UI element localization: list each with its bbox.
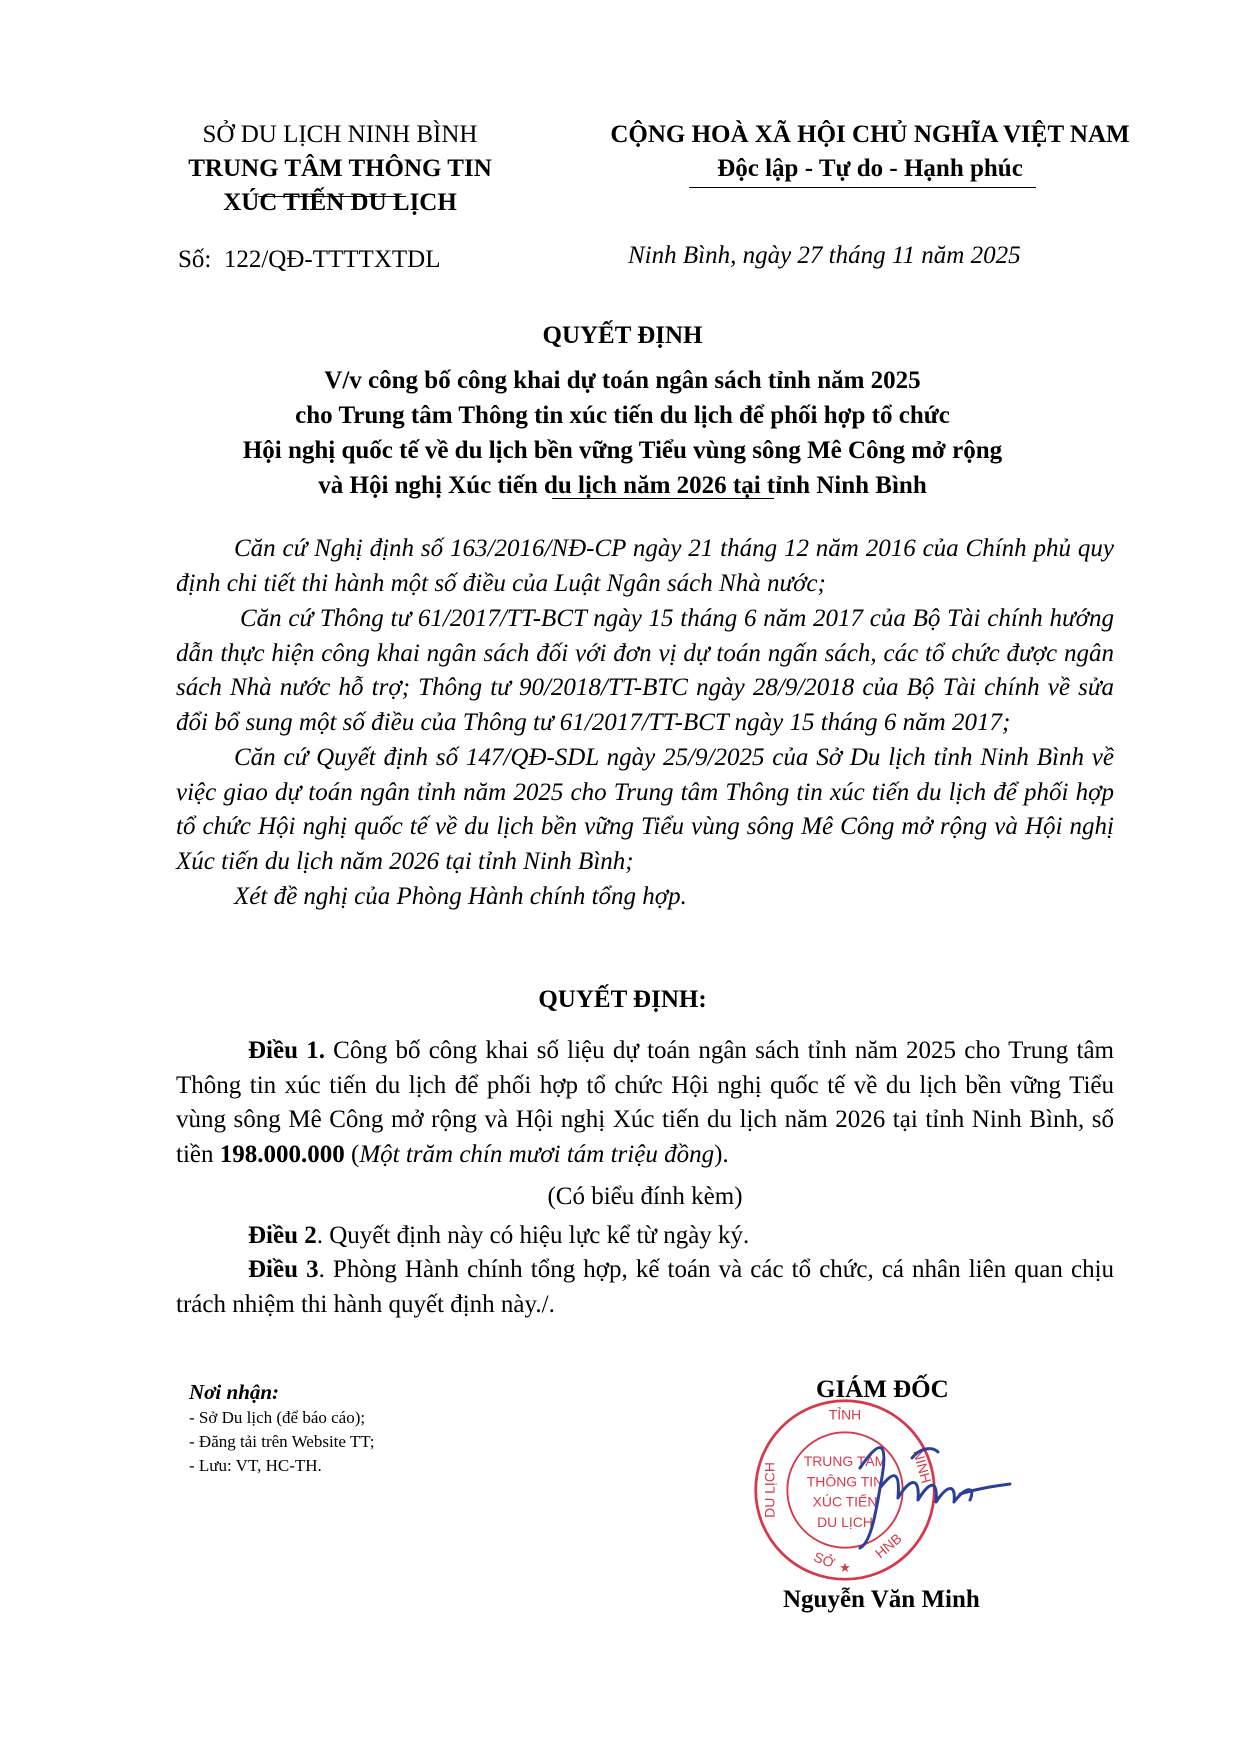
- motto-underline: [689, 187, 1036, 188]
- recipient-item: - Đăng tải trên Website TT;: [189, 1432, 375, 1451]
- article-3-text: . Phòng Hành chính tổng hợp, kế toán và các tổ chức, cá nhân liên quan chịu trách nhiệm thi hành quyết định này./.: [176, 1256, 1115, 1318]
- national-header-block: [560, 118, 1180, 186]
- document-number-value: 122/QĐ-TTTTXTDL: [223, 246, 441, 273]
- parent-agency: SỞ DU LỊCH NINH BÌNH: [202, 121, 478, 148]
- unit-name-line2: XÚC TIẾN DU LỊCH: [223, 189, 457, 216]
- signer-name: Nguyễn Văn Minh: [783, 1586, 980, 1613]
- article-3: [176, 1253, 1114, 1322]
- signer-title: GIÁM ĐỐC: [816, 1376, 949, 1403]
- seal-center-text: THÔNG TIN: [806, 1473, 884, 1490]
- amount-in-words: Một trăm chín mươi tám triệu đồng: [359, 1140, 715, 1168]
- seal-ring-text: NINH: [910, 1447, 935, 1485]
- document-number: [178, 246, 440, 274]
- national-motto: Độc lập - Tự do - Hạnh phúc: [717, 155, 1023, 182]
- signature-stroke: [860, 1448, 1010, 1548]
- seal-ring-text: DU LỊCH: [761, 1462, 778, 1518]
- decision-title-block: [160, 318, 1085, 503]
- article-1: [176, 1034, 1114, 1172]
- amount-close-paren: ).: [714, 1140, 729, 1168]
- recipient-item: - Lưu: VT, HC-TH.: [189, 1456, 322, 1475]
- article-1-text: Công bố công khai số liệu dự toán ngân sách tỉnh năm 2025 cho Trung tâm Thông tin xúc tiến du lịch để phối hợp tổ chức Hội nghị quốc tế về du lịch bền vững Tiểu vùng sông Mê Công mở rộng và Hội nghị Xúc tiến du lịch năm 2026 tại tỉnh Ninh Bình, số tiền: [176, 1037, 1114, 1168]
- legal-basis-paragraph: Căn cứ Quyết định số 147/QĐ-SDL ngày 25/9/2025 của Sở Du lịch tỉnh Ninh Bình về việc giao dự toán ngân tỉnh năm 2025 cho Trung tâm Thông tin xúc tiến du lịch để phối hợp tổ chức Hội nghị quốc tế về du lịch bền vững Tiểu vùng sông Mê Công mở rộng và Hội nghị Xúc tiến du lịch năm 2026 tại tỉnh Ninh Bình;: [176, 744, 1114, 875]
- place-and-date: Ninh Bình, ngày 27 tháng 11 năm 2025: [628, 242, 1021, 269]
- unit-name-line1: TRUNG TÂM THÔNG TIN: [188, 155, 492, 182]
- recipients-heading: Nơi nhận:: [189, 1380, 280, 1404]
- seal-star-icon: ★: [839, 1559, 851, 1575]
- document-type-heading: QUYẾT ĐỊNH: [542, 322, 703, 349]
- budget-amount: 198.000.000: [219, 1140, 345, 1168]
- seal-center-text: DU LỊCH: [817, 1514, 873, 1531]
- recipient-item: - Sở Du lịch (để báo cáo);: [189, 1408, 366, 1427]
- article-3-label: Điều 3: [248, 1256, 319, 1283]
- document-number-label: Số:: [178, 246, 212, 273]
- article-2-label: Điều 2: [248, 1221, 317, 1249]
- decision-heading: QUYẾT ĐỊNH:: [538, 986, 707, 1013]
- seal-center-text: TRUNG TÂM: [803, 1452, 887, 1469]
- seal-ring-text: HNB: [871, 1530, 905, 1562]
- amount-open-paren: (: [344, 1140, 360, 1168]
- article-2-text: . Quyết định này có hiệu lực kể từ ngày ký.: [316, 1221, 750, 1249]
- legal-basis-paragraph: Xét đề nghị của Phòng Hành chính tổng hợp.: [234, 883, 687, 910]
- republic-name: CỘNG HOÀ XÃ HỘI CHỦ NGHĨA VIỆT NAM: [610, 121, 1130, 148]
- articles-section: [176, 1034, 1114, 1322]
- seal-center-text: XÚC TIẾN: [812, 1493, 878, 1510]
- subject-line: Hội nghị quốc tế về du lịch bền vững Tiểu vùng sông Mê Công mở rộng: [242, 437, 1003, 464]
- attachment-note: (Có biểu đính kèm): [547, 1183, 743, 1210]
- subject-line: V/v công bố công khai dự toán ngân sách tỉnh năm 2025: [324, 367, 921, 394]
- seal-ring-text: SỞ: [811, 1548, 838, 1571]
- subject-line: và Hội nghị Xúc tiến du lịch năm 2026 tại tỉnh Ninh Bình: [318, 472, 927, 499]
- issuing-agency-block: [140, 118, 540, 220]
- subject-line: cho Trung tâm Thông tin xúc tiến du lịch để phối hợp tổ chức: [295, 402, 950, 429]
- legal-basis-paragraph: Căn cứ Nghị định số 163/2016/NĐ-CP ngày 21 tháng 12 năm 2016 của Chính phủ quy định chi tiết thi hành một số điều của Luật Ngân sách Nhà nước;: [176, 535, 1114, 597]
- article-1-label: Điều 1.: [248, 1037, 325, 1064]
- recipients-block: [189, 1378, 374, 1478]
- title-underline: [552, 498, 774, 499]
- legal-basis-section: [176, 532, 1114, 916]
- handwritten-signature: [820, 1428, 1020, 1558]
- seal-ring-text: TỈNH: [828, 1406, 862, 1423]
- legal-basis-paragraph: Căn cứ Thông tư 61/2017/TT-BCT ngày 15 tháng 6 năm 2017 của Bộ Tài chính hướng dẫn thực hiện công khai ngân sách đối với đơn vị dự toán ngấn sách, các tổ chức được ngân sách Nhà nước hỗ trợ; Thông tư 90/2018/TT-BTC ngày 28/9/2018 của Bộ Tài chính về sửa đổi bổ sung một số điều của Thông tư 61/2017/TT-BCT ngày 15 tháng 6 năm 2017;: [176, 605, 1114, 736]
- header-left-underline: [258, 196, 406, 197]
- article-2: [176, 1219, 1114, 1254]
